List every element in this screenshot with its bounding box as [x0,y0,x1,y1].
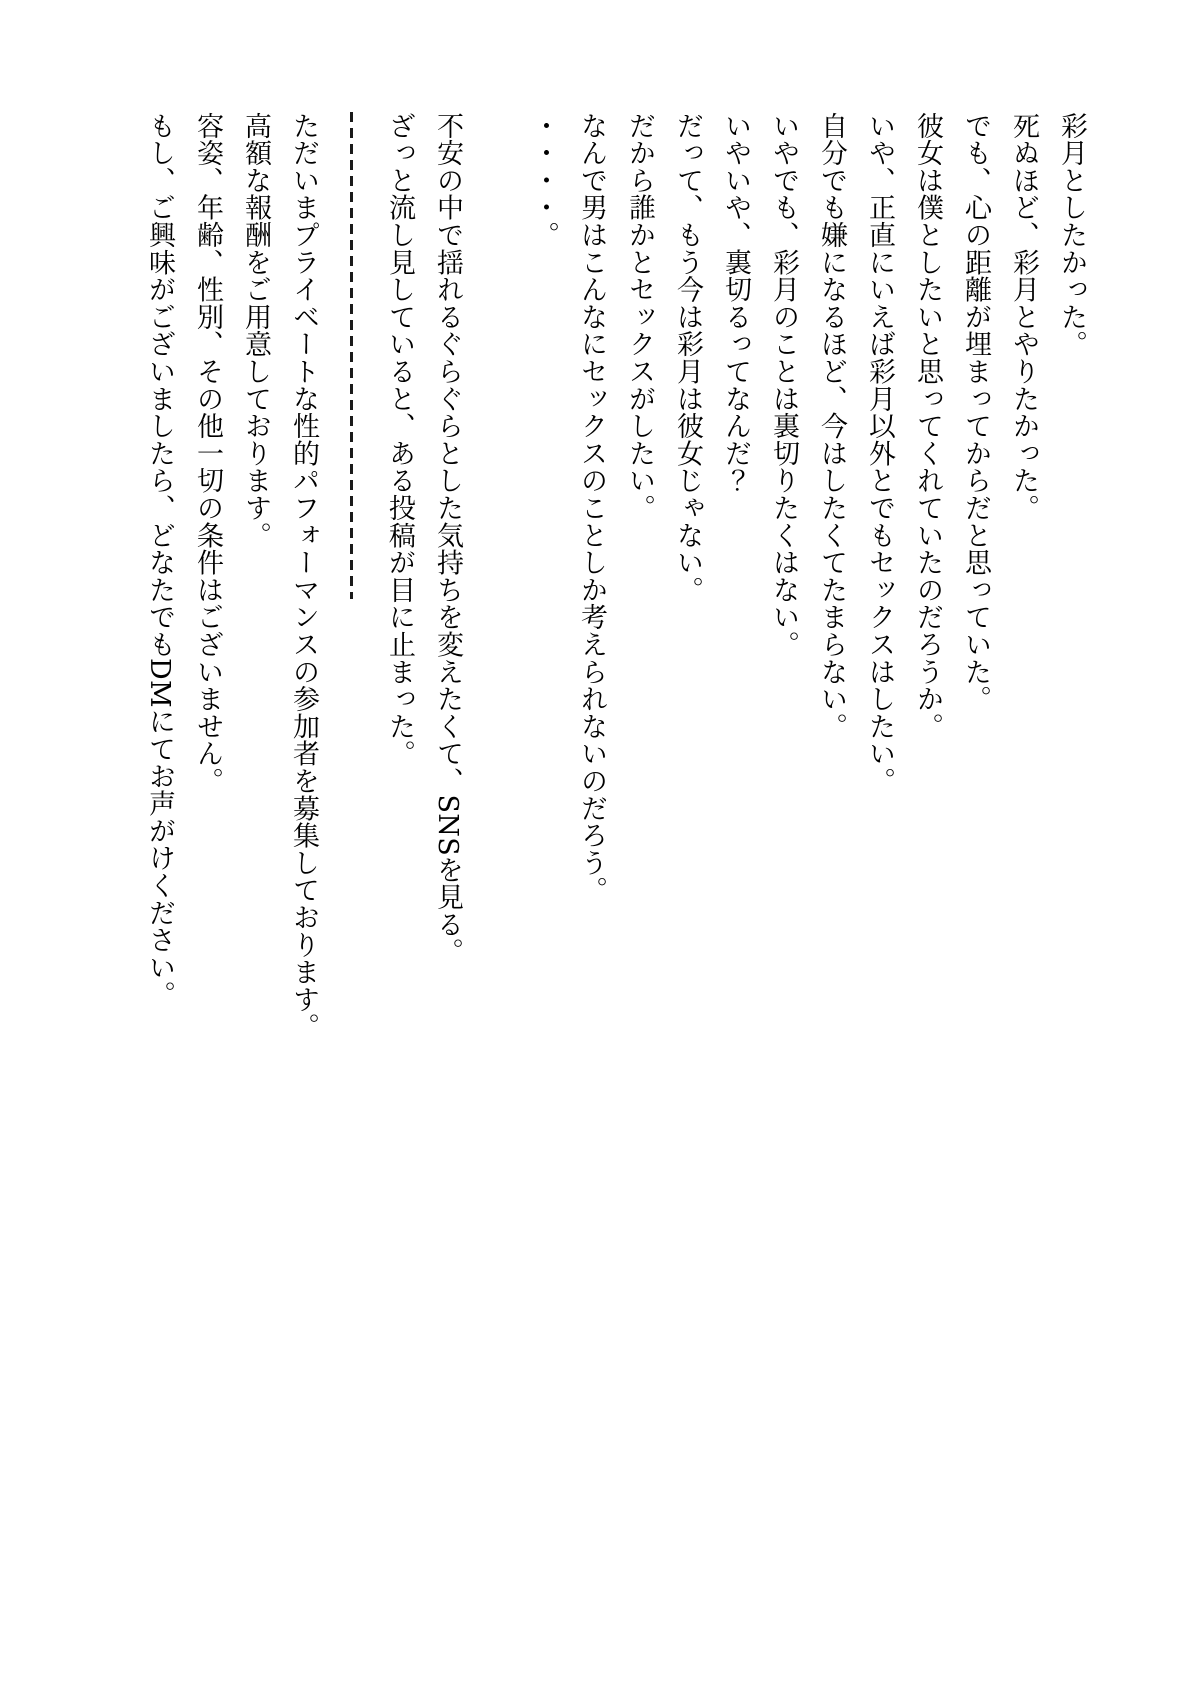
dashed-divider [350,112,353,599]
paragraph: ・・・・。 [528,112,559,249]
paragraph: 容姿、年齢、性別、その他一切の条件はございません。 [192,112,223,795]
paragraph: 彼女は僕としたいと思ってくれていたのだろうか。 [912,112,943,740]
paragraph: ただいまプライベートな性的パフォーマンスの参加者を募集しております。 [288,112,319,1041]
blank-line [471,112,519,1242]
paragraph: なんで男はこんなにセックスのことしか考えられないのだろう。 [576,112,607,904]
paragraph: ざっと流し見していると、ある投稿が目に止まった。 [384,112,415,768]
paragraph: いやいや、裏切るってなんだ？ [720,112,751,495]
paragraph: でも、心の距離が埋まってからだと思っていた。 [960,112,991,713]
paragraph: 不安の中で揺れるぐらぐらとした気持ちを変えたくて、SNSを見る。 [432,112,463,966]
paragraph: 死ぬほど、彩月とやりたかった。 [1008,112,1039,522]
paragraph: 自分でも嫌になるほど、今はしたくてたまらない。 [816,112,847,740]
vertical-text-block [135,112,1095,1242]
paragraph: いや、正直にいえば彩月以外とでもセックスはしたい。 [864,112,895,795]
paragraph: 高額な報酬をご用意しております。 [240,112,271,549]
paragraph: だから誰かとセックスがしたい。 [624,112,655,522]
paragraph: だって、もう今は彩月は彼女じゃない。 [672,112,703,604]
paragraph: もし、ご興味がございましたら、どなたでもDMにてお声がけください。 [144,112,175,1009]
paragraph: 彩月としたかった。 [1056,112,1087,358]
paragraph: いやでも、彩月のことは裏切りたくはない。 [768,112,799,658]
